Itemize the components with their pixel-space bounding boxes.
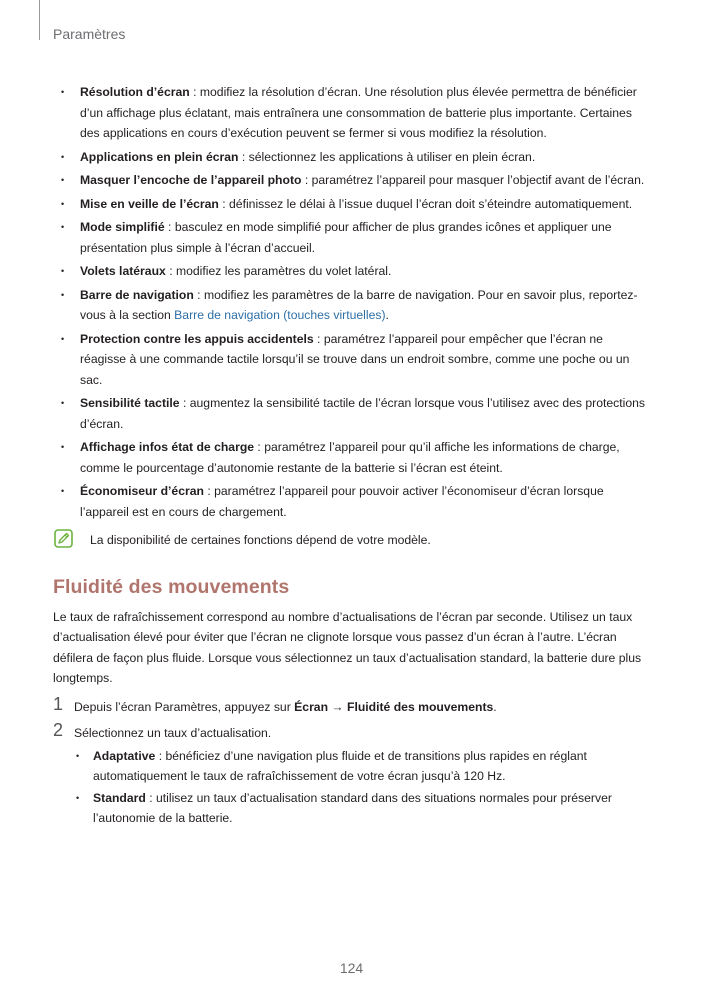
note-text: La disponibilité de certaines fonctions dépend de votre modèle.	[90, 533, 431, 547]
note-box	[53, 529, 649, 551]
list-item	[53, 82, 649, 144]
list-item	[74, 746, 649, 787]
list-item	[53, 261, 649, 282]
item-text: : modifiez les paramètres du volet latéral.	[165, 264, 392, 278]
item-term: Masquer l’encoche de l’appareil photo	[80, 173, 302, 187]
option-term: Standard	[93, 790, 146, 805]
item-term: Volets latéraux	[80, 264, 166, 278]
page-number: 124	[339, 960, 364, 976]
step-text-end: .	[493, 699, 497, 714]
item-term: Affichage infos état de charge	[80, 440, 255, 454]
step-1	[53, 693, 649, 718]
list-item	[53, 170, 649, 191]
list-item	[53, 393, 649, 434]
item-term: Applications en plein écran	[80, 149, 239, 164]
item-text: : paramétrez l’appareil pour masquer l’objectif avant de l’écran.	[301, 173, 645, 187]
page-header: Paramètres	[53, 26, 126, 42]
step-term-smoothness: Fluidité des mouvements	[347, 699, 494, 714]
item-text: : augmentez la sensibilité tactile de l’écran lorsque vous l’utilisez avec des protections d’écran.	[80, 396, 645, 431]
item-text: : basculez en mode simplifié pour afficher de plus grandes icônes et appliquer une présentation plus simple à l’écran d’accueil.	[80, 220, 612, 255]
list-item	[53, 217, 649, 258]
item-term: Mise en veille de l’écran	[80, 196, 219, 211]
list-item	[53, 329, 649, 391]
item-text-end: .	[385, 308, 389, 322]
option-term: Adaptative	[93, 748, 156, 763]
settings-list	[53, 82, 649, 522]
step-number: 1	[53, 693, 64, 714]
step-2	[53, 720, 649, 829]
step-number: 2	[53, 720, 64, 740]
navigation-bar-link[interactable]: Barre de navigation (touches virtuelles)	[174, 308, 386, 322]
step-text: Depuis l’écran Paramètres, appuyez sur	[74, 699, 295, 714]
list-item	[53, 285, 649, 326]
item-text: : modifiez les paramètres de la barre de navigation. Pour en savoir plus, reportez-vous à la section	[80, 287, 638, 322]
item-text: : modifiez la résolution d’écran. Une résolution plus élevée permettra de bénéficier d’un affichage plus éclatant, mais entraînera une consommation de batterie plus importante. Certaines des applications en cours d’exécution peuvent se fermer si vous modifiez la résolution.	[80, 85, 637, 140]
list-item	[53, 147, 649, 168]
item-text: : définissez le délai à l’issue duquel l’écran doit s’éteindre automatiquement.	[218, 196, 633, 211]
section-title: Fluidité des mouvements	[53, 576, 290, 598]
item-term: Protection contre les appuis accidentels	[80, 331, 314, 346]
item-term: Mode simplifié	[80, 220, 165, 234]
item-term: Résolution d’écran	[80, 85, 190, 99]
item-text: : paramétrez l’appareil pour qu’il affiche les informations de charge, comme le pourcentage d’autonomie restante de la batterie si l’écran est éteint.	[80, 440, 620, 475]
item-term: Économiseur d’écran	[80, 484, 204, 498]
page-content	[53, 82, 649, 830]
step-arrow: →	[328, 699, 347, 714]
step-term-screen: Écran	[294, 699, 329, 714]
option-text: : bénéficiez d’une navigation plus fluide et de transitions plus rapides en réglant automatiquement le taux de rafraîchissement de votre écran jusqu’à 120 Hz.	[93, 748, 587, 783]
header-rule	[39, 0, 40, 40]
item-text: : paramétrez l’appareil pour empêcher que l’écran ne réagisse à une commande tactile lorsqu’il se trouve dans un endroit sombre, comme une poche ou un sac.	[80, 331, 630, 387]
note-pencil-icon	[54, 529, 73, 548]
list-item	[74, 788, 649, 829]
item-text: : paramétrez l’appareil pour pouvoir activer l’économiseur d’écran lorsque l’appareil est en cours de chargement.	[80, 484, 604, 519]
item-term: Barre de navigation	[80, 287, 194, 302]
item-text: : sélectionnez les applications à utiliser en plein écran.	[238, 149, 536, 164]
refresh-options-list	[74, 746, 649, 829]
list-item	[53, 481, 649, 522]
option-text: : utilisez un taux d’actualisation standard dans des situations normales pour préserver l’autonomie de la batterie.	[93, 790, 612, 825]
section-intro: Le taux de rafraîchissement correspond au nombre d’actualisations de l’écran par seconde. Utilisez un taux d’actualisation élevé pour éviter que l’écran ne clignote lorsque vous passez d’un écran à l’autre. L’écran défilera de façon plus fluide. Lorsque vous sélectionnez un taux d’actualisation standard, la batterie dure plus longtemps.	[53, 609, 642, 685]
item-term: Sensibilité tactile	[80, 396, 180, 410]
list-item	[53, 437, 649, 478]
step-text: Sélectionnez un taux d’actualisation.	[74, 726, 272, 740]
list-item	[53, 194, 649, 215]
